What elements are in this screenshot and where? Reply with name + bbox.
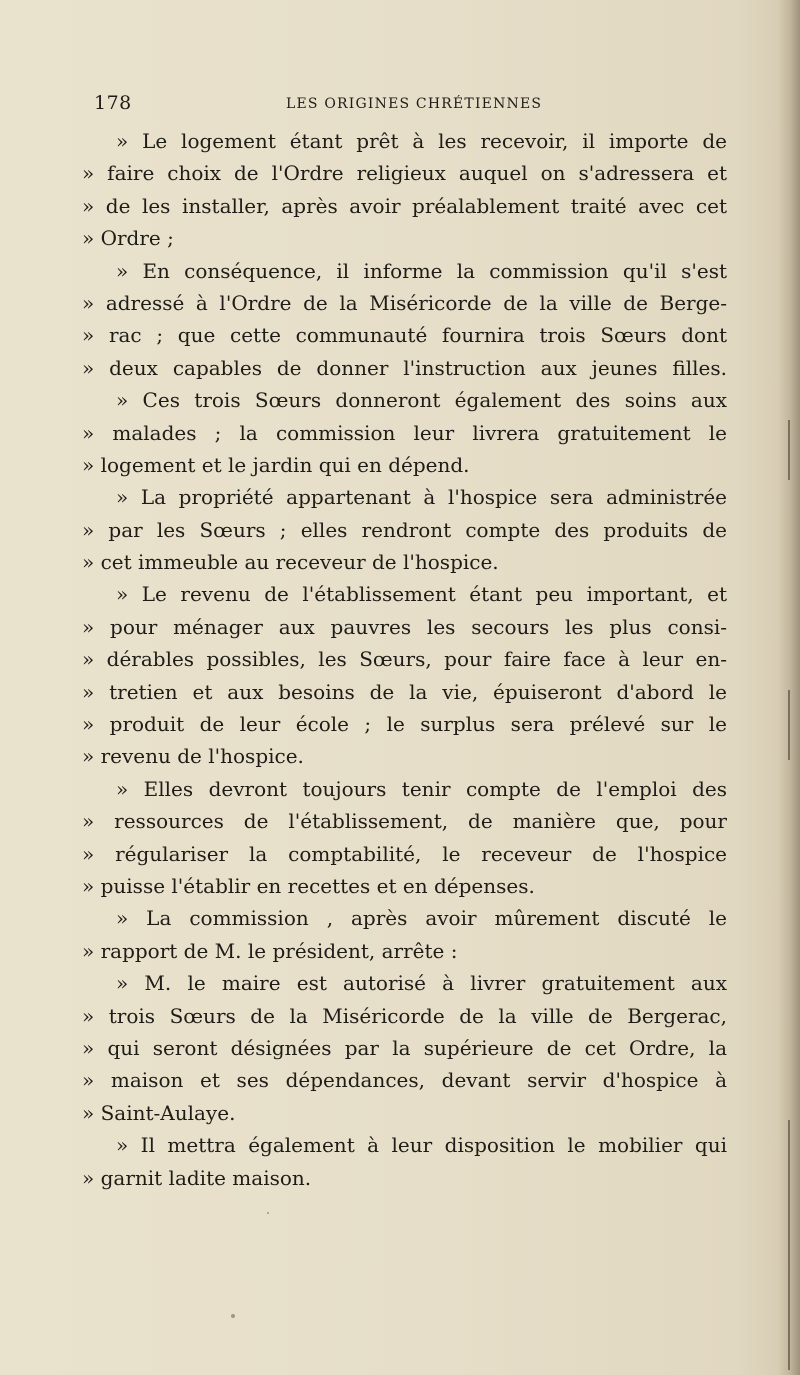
text-line: » adressé à l'Ordre de la Miséricorde de la ville de Berge- bbox=[82, 290, 727, 315]
text-line: » tretien et aux besoins de la vie, épuiseront d'abord le bbox=[82, 679, 727, 704]
text-line: » garnit ladite maison. bbox=[82, 1165, 312, 1190]
text-line: » Ces trois Sœurs donneront également des soins aux bbox=[116, 388, 727, 413]
text-line: » par les Sœurs ; elles rendront compte des produits de bbox=[82, 517, 727, 542]
text-line: » puisse l'établir en recettes et en dépenses. bbox=[82, 873, 535, 898]
text-line: » En conséquence, il informe la commission qu'il s'est bbox=[116, 258, 727, 283]
text-line: » La propriété appartenant à l'hospice sera administrée bbox=[116, 485, 727, 510]
text-line: » Le revenu de l'établissement étant peu important, et bbox=[116, 582, 727, 607]
binding-mark bbox=[788, 420, 790, 480]
text-line: » M. le maire est autorisé à livrer gratuitement aux bbox=[116, 971, 727, 996]
text-line: » Elles devront toujours tenir compte de l'emploi des bbox=[116, 776, 727, 801]
text-line: » ressources de l'établissement, de manière que, pour bbox=[82, 809, 727, 834]
text-line: » dérables possibles, les Sœurs, pour faire face à leur en- bbox=[82, 647, 727, 672]
running-header bbox=[94, 90, 730, 116]
paper-speck bbox=[231, 1314, 235, 1318]
binding-mark bbox=[788, 690, 790, 760]
text-line: » cet immeuble au receveur de l'hospice. bbox=[82, 550, 499, 575]
running-title: LES ORIGINES CHRÉTIENNES bbox=[286, 96, 543, 112]
paper-speck bbox=[267, 1212, 269, 1214]
text-line: » La commission , après avoir mûrement discuté le bbox=[116, 906, 727, 931]
text-line: » maison et ses dépendances, devant servir d'hospice à bbox=[82, 1068, 727, 1093]
text-line: » rac ; que cette communauté fournira trois Sœurs dont bbox=[82, 323, 727, 348]
text-line: » deux capables de donner l'instruction aux jeunes filles. bbox=[82, 355, 727, 380]
text-line: » pour ménager aux pauvres les secours les plus consi- bbox=[82, 614, 727, 639]
text-line: » Ordre ; bbox=[82, 226, 174, 251]
binding-mark bbox=[788, 1120, 790, 1370]
text-line: » logement et le jardin qui en dépend. bbox=[82, 452, 470, 477]
text-line: » qui seront désignées par la supérieure de cet Ordre, la bbox=[82, 1035, 727, 1060]
text-line: » trois Sœurs de la Miséricorde de la ville de Bergerac, bbox=[82, 1003, 727, 1028]
text-line: » Saint-Aulaye. bbox=[82, 1100, 236, 1125]
text-line: » rapport de M. le président, arrête : bbox=[82, 938, 458, 963]
text-line: » produit de leur école ; le surplus sera prélevé sur le bbox=[82, 712, 727, 737]
text-line: » régulariser la comptabilité, le receveur de l'hospice bbox=[82, 841, 727, 866]
text-line: » revenu de l'hospice. bbox=[82, 744, 304, 769]
text-line: » malades ; la commission leur livrera gratuitement le bbox=[82, 420, 727, 445]
text-line: » Il mettra également à leur disposition le mobilier qui bbox=[116, 1133, 727, 1158]
body-text bbox=[82, 125, 727, 1194]
text-line: » de les installer, après avoir préalablement traité avec cet bbox=[82, 193, 727, 218]
page-number: 178 bbox=[94, 92, 132, 114]
text-line: » Le logement étant prêt à les recevoir, il importe de bbox=[116, 129, 727, 153]
text-line: » faire choix de l'Ordre religieux auquel on s'adressera et bbox=[82, 161, 727, 186]
